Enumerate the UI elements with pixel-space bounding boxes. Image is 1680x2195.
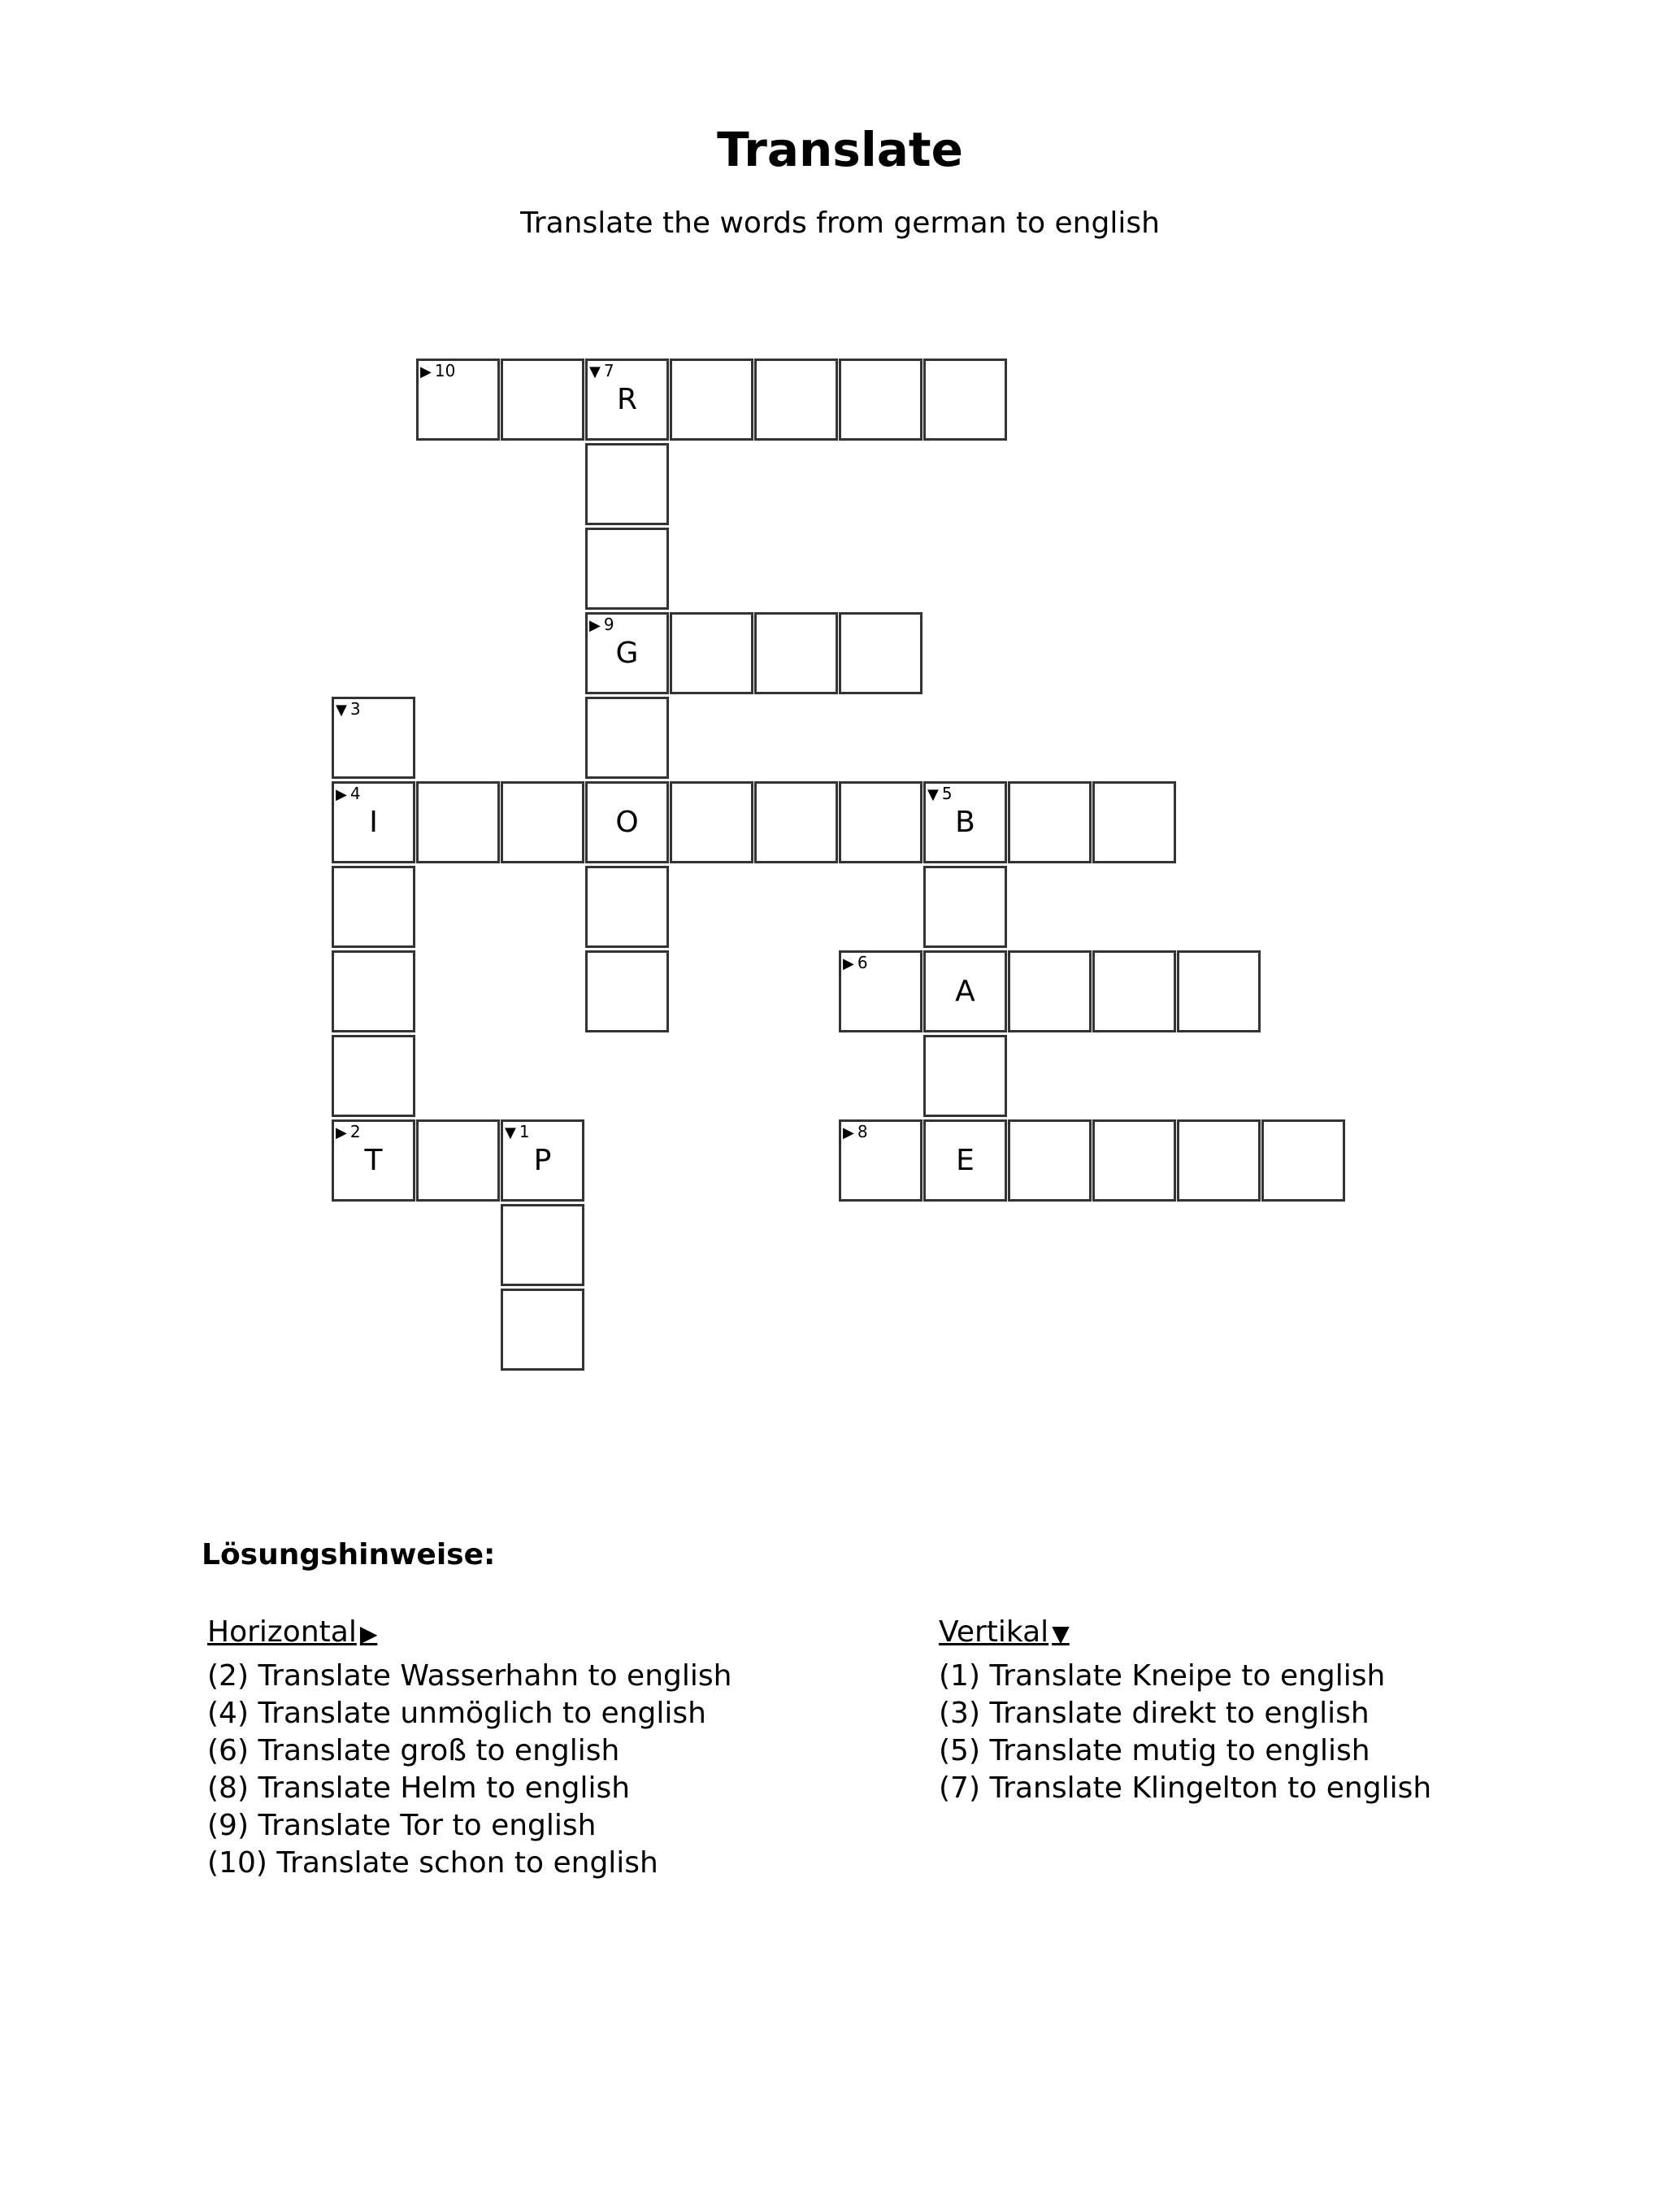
crossword-cell[interactable]	[585, 359, 669, 441]
crossword-cell[interactable]	[585, 443, 669, 525]
crossword-cell[interactable]	[839, 612, 922, 694]
crossword-cell[interactable]	[585, 950, 669, 1032]
clue-number	[843, 1123, 868, 1142]
clue-vertical: (7) Translate Klingelton to english	[939, 1771, 1432, 1805]
crossword-cell[interactable]	[923, 866, 1007, 948]
arrow-down-icon: ▼	[505, 1124, 516, 1141]
crossword-cell[interactable]	[501, 1204, 584, 1286]
clue-number-text: 6	[857, 953, 868, 972]
clue-number-text: 1	[519, 1122, 530, 1141]
crossword-cell[interactable]	[332, 950, 415, 1032]
clue-number	[505, 1123, 530, 1142]
clue-number	[336, 700, 361, 719]
horizontal-label: Horizontal	[207, 1615, 357, 1649]
clue-horizontal: (4) Translate unmöglich to english	[207, 1697, 706, 1730]
crossword-cell[interactable]	[585, 781, 669, 863]
clue-number	[336, 1123, 361, 1142]
clue-number	[589, 615, 614, 635]
crossword-cell[interactable]	[839, 1119, 922, 1202]
arrow-right-icon: ▶	[359, 1620, 378, 1647]
clue-horizontal: (10) Translate schon to english	[207, 1846, 658, 1880]
arrow-down-icon: ▼	[927, 786, 939, 803]
arrow-down-icon: ▼	[336, 702, 347, 719]
crossword-cell[interactable]	[754, 359, 838, 441]
arrow-right-icon: ▶	[336, 1124, 347, 1141]
clue-horizontal: (8) Translate Helm to english	[207, 1771, 631, 1805]
cell-letter: P	[533, 1144, 552, 1177]
crossword-cell[interactable]	[1177, 1119, 1261, 1202]
clue-number-text: 2	[349, 1122, 361, 1141]
cell-letter: I	[369, 806, 378, 839]
clue-number	[336, 785, 361, 804]
cell-letter: B	[955, 806, 975, 839]
cell-letter: G	[615, 637, 639, 670]
crossword-cell[interactable]	[416, 359, 500, 441]
clue-number-text: 9	[603, 615, 614, 634]
crossword-cell[interactable]	[332, 697, 415, 779]
clue-number	[927, 785, 953, 804]
crossword-cell[interactable]	[1177, 950, 1261, 1032]
crossword-cell[interactable]	[1092, 950, 1176, 1032]
crossword-cell[interactable]	[501, 781, 584, 863]
clue-number-text: 8	[857, 1122, 868, 1141]
crossword-cell[interactable]	[585, 697, 669, 779]
clue-number-text: 4	[349, 784, 361, 803]
cell-letter: R	[616, 383, 637, 416]
crossword-cell[interactable]	[332, 866, 415, 948]
clue-number	[589, 362, 614, 381]
crossword-cell[interactable]	[585, 612, 669, 694]
arrow-right-icon: ▶	[336, 786, 347, 803]
crossword-cell[interactable]	[501, 1289, 584, 1371]
cell-letter: A	[955, 975, 975, 1008]
crossword-cell[interactable]	[670, 359, 753, 441]
arrow-right-icon: ▶	[843, 1124, 854, 1141]
crossword-cell[interactable]	[923, 359, 1007, 441]
crossword-cell[interactable]	[923, 1119, 1007, 1202]
crossword-cell[interactable]	[670, 781, 753, 863]
clue-number-text: 7	[603, 361, 614, 380]
cell-letter: O	[615, 806, 639, 839]
cell-letter: E	[956, 1144, 975, 1177]
vertical-clues	[939, 1614, 1431, 1807]
clue-number-text: 5	[941, 784, 953, 803]
clue-vertical: (1) Translate Kneipe to english	[939, 1659, 1386, 1693]
crossword-cell[interactable]	[923, 950, 1007, 1032]
arrow-right-icon: ▶	[420, 363, 432, 380]
crossword-cell[interactable]	[923, 781, 1007, 863]
clue-number	[843, 954, 868, 973]
crossword-cell[interactable]	[670, 612, 753, 694]
crossword-cell[interactable]	[585, 866, 669, 948]
crossword-cell[interactable]	[416, 781, 500, 863]
clue-horizontal: (9) Translate Tor to english	[207, 1809, 597, 1842]
page-title: Translate	[717, 122, 963, 177]
clue-horizontal: (6) Translate groß to english	[207, 1734, 620, 1767]
cell-letter: T	[364, 1144, 383, 1177]
arrow-down-icon: ▼	[1052, 1620, 1070, 1647]
crossword-cell[interactable]	[585, 528, 669, 610]
crossword-cell[interactable]	[1008, 1119, 1092, 1202]
crossword-cell[interactable]	[332, 1035, 415, 1117]
clue-number-text: 3	[349, 699, 361, 719]
arrow-down-icon: ▼	[589, 363, 601, 380]
arrow-right-icon: ▶	[843, 955, 854, 972]
vertical-heading	[939, 1614, 1431, 1653]
hints-heading: Lösungshinweise:	[202, 1538, 496, 1571]
crossword-cell[interactable]	[754, 612, 838, 694]
crossword-cell[interactable]	[839, 359, 922, 441]
clue-number	[420, 362, 455, 381]
crossword-cell[interactable]	[332, 781, 415, 863]
clue-number-text: 10	[434, 361, 456, 380]
crossword-cell[interactable]	[1008, 950, 1092, 1032]
crossword-cell[interactable]	[1261, 1119, 1345, 1202]
clue-horizontal: (2) Translate Wasserhahn to english	[207, 1659, 732, 1693]
crossword-cell[interactable]	[501, 359, 584, 441]
crossword-cell[interactable]	[839, 781, 922, 863]
horizontal-heading	[207, 1614, 731, 1653]
crossword-cell[interactable]	[332, 1119, 415, 1202]
page-subtitle: Translate the words from german to english	[520, 206, 1160, 240]
arrow-right-icon: ▶	[589, 617, 601, 634]
horizontal-clues	[207, 1614, 731, 1882]
crossword-cell[interactable]	[1092, 1119, 1176, 1202]
crossword-cell[interactable]	[839, 950, 922, 1032]
crossword-cell[interactable]	[416, 1119, 500, 1202]
crossword-cell[interactable]	[754, 781, 838, 863]
crossword-cell[interactable]	[1008, 781, 1092, 863]
clue-vertical: (5) Translate mutig to english	[939, 1734, 1370, 1767]
crossword-cell[interactable]	[501, 1119, 584, 1202]
vertical-label: Vertikal	[939, 1615, 1049, 1649]
clue-vertical: (3) Translate direkt to english	[939, 1697, 1370, 1730]
crossword-cell[interactable]	[1092, 781, 1176, 863]
crossword-cell[interactable]	[923, 1035, 1007, 1117]
